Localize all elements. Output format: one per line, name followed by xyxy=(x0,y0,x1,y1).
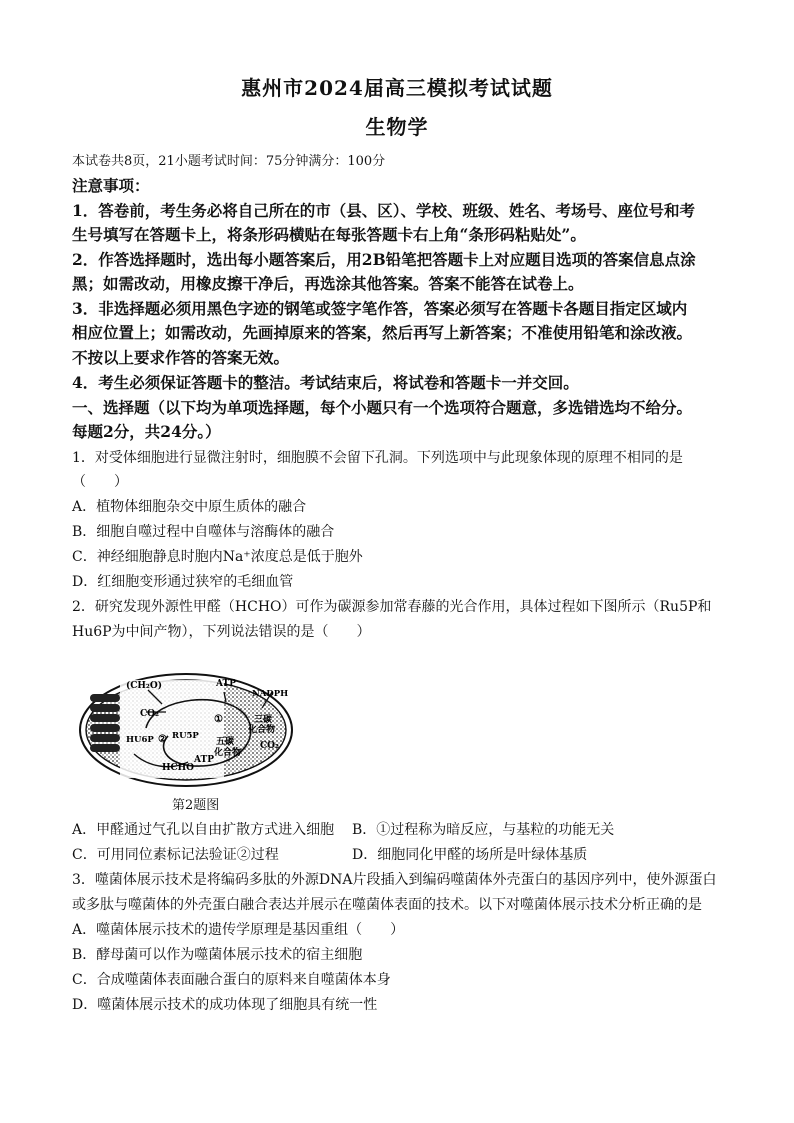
label-sanjia: 三碳 xyxy=(254,715,273,725)
notice-heading: 注意事项： xyxy=(72,176,150,195)
label-huahewu-2: 化合物 xyxy=(214,748,242,758)
label-atp-top: ATP xyxy=(216,679,236,689)
label-nadph: NADPH xyxy=(252,689,289,699)
notice-line: 2．作答选择题时，选出每小题答案后，用2B铅笔把答题卡上对应题目选项的答案信息点涂 xyxy=(72,250,696,269)
section-heading: 一、选择题（以下均为单项选择题，每个小题只有一个选项符合题意，多选错选均不给分。 xyxy=(72,398,693,417)
label-atp-bottom: ATP xyxy=(194,755,214,765)
q2-figure-caption: 第2题图 xyxy=(172,798,220,813)
label-hu6p: HU6P xyxy=(126,735,154,745)
label-co2-right: CO₂ xyxy=(260,741,279,751)
q2-option-a: A．甲醛通过气孔以自由扩散方式进入细胞 xyxy=(72,822,335,838)
notice-line: 4．考生必须保证答题卡的整洁。考试结束后，将试卷和答题卡一并交回。 xyxy=(72,373,579,392)
label-wutan: 五碳 xyxy=(216,737,235,747)
q1-option-c: C．神经细胞静息时胞内Na⁺浓度总是低于胞外 xyxy=(72,549,363,565)
notice-line: 不按以上要求作答的答案无效。 xyxy=(72,348,290,367)
q2-option-c: C．可用同位素标记法验证②过程 xyxy=(72,847,279,863)
label-co2-left: CO₂ xyxy=(140,709,159,719)
notice-line: 生号填写在答题卡上，将条形码横贴在每张答题卡右上角“条形码粘贴处”。 xyxy=(72,225,586,244)
notice-line: 3．非选择题必须用黑色字迹的钢笔或签字笔作答，答案必须写在答题卡各题目指定区域内 xyxy=(72,299,688,318)
q3-option-d: D．噬菌体展示技术的成功体现了细胞具有统一性 xyxy=(72,997,378,1013)
q1-option-d: D．红细胞变形通过狭窄的毛细血管 xyxy=(72,574,294,590)
q3-stem: 3．噬菌体展示技术是将编码多肽的外源DNA片段插入到编码噬菌体外壳蛋白的基因序列中，使外源蛋白 xyxy=(72,872,717,888)
q2-stem: 2．研究发现外源性甲醛（HCHO）可作为碳源参加常春藤的光合作用，具体过程如下图所示（Ru5P和 xyxy=(72,599,712,615)
label-huahewu-1: 化合物 xyxy=(248,725,276,735)
label-process-1: ① xyxy=(214,714,223,725)
notice-line: 1．答卷前，考生务必将自己所在的市（县、区）、学校、班级、姓名、考场号、座位号和考 xyxy=(72,201,696,220)
exam-title: 惠州市2024届高三模拟考试试题 xyxy=(241,76,553,100)
q1-option-b: B．细胞自噬过程中自噬体与溶酶体的融合 xyxy=(72,524,335,540)
q1-option-a: A．植物体细胞杂交中原生质体的融合 xyxy=(72,499,307,515)
q2-option-b: B．①过程称为暗反应，与基粒的功能无关 xyxy=(352,822,615,838)
label-hcho: HCHO xyxy=(162,763,195,773)
q2-stem: Hu6P为中间产物），下列说法错误的是（ ） xyxy=(72,624,371,640)
q3-option-a: A．噬菌体展示技术的遗传学原理是基因重组（ ） xyxy=(72,922,405,938)
notice-line: 相应位置上；如需改动，先画掉原来的答案，然后再写上新答案；不准使用铅笔和涂改液。 xyxy=(72,323,693,342)
q3-option-b: B．酵母菌可以作为噬菌体展示技术的宿主细胞 xyxy=(72,947,363,963)
exam-subject: 生物学 xyxy=(365,115,429,139)
label-ru5p: RU5P xyxy=(172,731,199,741)
q2-figure xyxy=(76,668,296,792)
label-process-2: ② xyxy=(158,734,167,745)
label-ch2o: (CH₂O) xyxy=(126,681,162,691)
q3-option-c: C．合成噬菌体表面融合蛋白的原料来自噬菌体本身 xyxy=(72,972,391,988)
q1-stem: （ ） xyxy=(72,474,128,490)
q2-option-d: D．细胞同化甲醛的场所是叶绿体基质 xyxy=(352,847,588,863)
section-heading: 每题2分，共24分。） xyxy=(72,422,221,441)
q1-stem: 1．对受体细胞进行显微注射时，细胞膜不会留下孔洞。下列选项中与此现象体现的原理不相同的是 xyxy=(72,450,683,466)
notice-line: 黑；如需改动，用橡皮擦干净后，再选涂其他答案。答案不能答在试卷上。 xyxy=(72,274,584,293)
exam-intro: 本试卷共8页，21小题考试时间：75分钟满分：100分 xyxy=(72,154,386,169)
q3-stem: 或多肽与噬菌体的外壳蛋白融合表达并展示在噬菌体表面的技术。以下对噬菌体展示技术分析正确的是 xyxy=(72,897,702,913)
